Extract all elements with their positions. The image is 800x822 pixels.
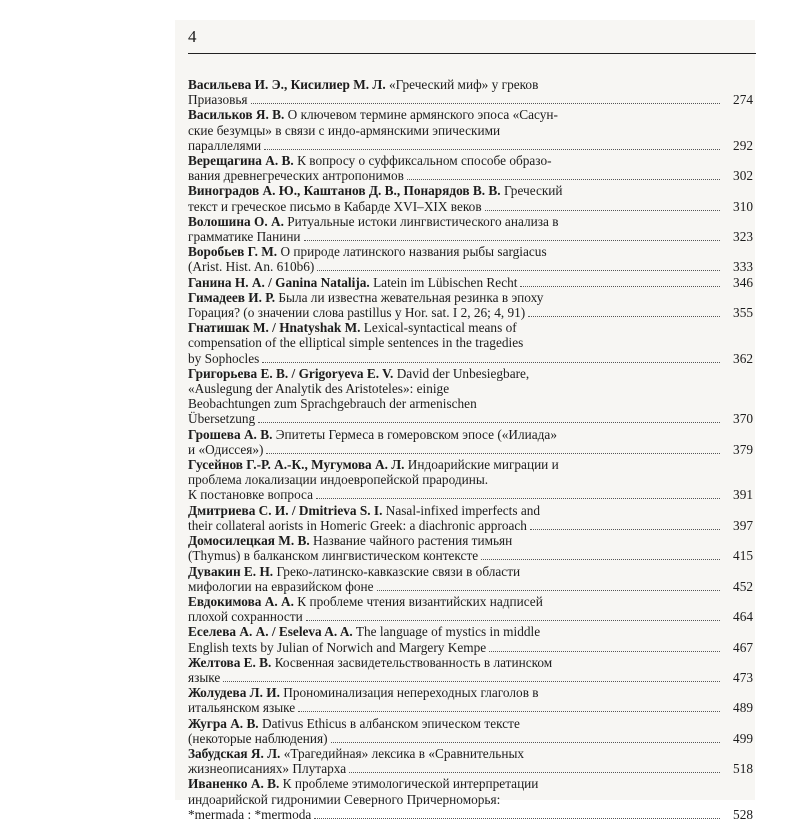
dot-leader <box>262 362 720 363</box>
toc-author: Дувакин Е. Н. <box>188 563 274 579</box>
dot-leader <box>528 316 720 317</box>
toc-author: Виноградов А. Ю., Каштанов Д. В., Понарядов В. В. <box>188 183 501 199</box>
toc-entry <box>188 214 753 244</box>
toc-entry-line <box>188 654 753 670</box>
toc-entry <box>188 716 753 746</box>
toc-author: Забудская Я. Л. <box>188 745 281 761</box>
page-number: 4 <box>188 27 197 46</box>
toc-entry <box>188 564 753 594</box>
toc-entry-line <box>188 639 753 655</box>
toc-entry-line <box>188 137 753 153</box>
toc-author: Васильков Я. В. <box>188 107 285 123</box>
toc-entry-line <box>188 685 753 701</box>
toc-entry-line <box>188 669 753 685</box>
toc-entry <box>188 153 753 183</box>
toc-entry-line <box>188 502 753 518</box>
toc-title-line: Эпитеты Гермеса в гомеровском эпосе («Илиада» <box>275 426 557 442</box>
toc-entry-line <box>188 320 753 336</box>
toc-entry-line <box>188 381 753 397</box>
toc-title-line: their collateral aorists in Homeric Greek: a diachronic approach <box>188 517 527 533</box>
toc-entry-line <box>188 365 753 381</box>
toc-entry-line <box>188 806 753 822</box>
toc-entry-line <box>188 791 753 807</box>
toc-author: Жугра А. В. <box>188 715 259 731</box>
toc-author: Жолудева Л. И. <box>188 685 280 701</box>
toc-entry-line <box>188 457 753 473</box>
toc-title-line: «Auslegung der Analytik des Aristoteles»: einige <box>188 381 450 397</box>
toc-entry-line <box>188 578 753 594</box>
dot-leader <box>258 422 720 423</box>
toc-title-line: Latein im Lübischen Recht <box>373 274 518 290</box>
toc-page-number: 391 <box>733 487 753 503</box>
toc-page-number: 489 <box>733 700 753 716</box>
dot-leader <box>317 270 720 271</box>
toc-title-line: К постановке вопроса <box>188 487 314 503</box>
toc-title-line: О ключевом термине армянского эпоса «Сасун- <box>287 107 558 123</box>
toc-author: Желтова Е. В. <box>188 654 272 670</box>
toc-page-number: 473 <box>733 669 753 685</box>
toc-entry-line <box>188 411 753 427</box>
toc-entry-line <box>188 426 753 442</box>
toc-title-line: Косвенная засвидетельствованность в латинском <box>274 654 553 670</box>
toc-title-line: вания древнегреческих антропонимов <box>188 168 404 184</box>
toc-title-line: English texts by Julian of Norwich and Margery Kempe <box>188 639 487 655</box>
toc-entry <box>188 776 753 822</box>
toc-page-number: 467 <box>733 639 753 655</box>
toc-title-line: ские безумцы» в связи с индо-армянскими эпическими <box>188 122 501 138</box>
toc-title-line: Греко-латинско-кавказские связи в области <box>276 563 521 579</box>
toc-title-line: текст и греческое письмо в Кабарде XVI–XIX веков <box>188 198 482 214</box>
toc-title-line: К вопросу о суффиксальном способе образо- <box>297 153 552 169</box>
toc-entry-line <box>188 609 753 625</box>
dot-leader <box>530 529 720 530</box>
toc-author: Иваненко А. В. <box>188 776 280 792</box>
dot-leader <box>306 620 720 621</box>
toc-title-line: «Трагедийная» лексика в «Сравнительных <box>283 745 525 761</box>
toc-entry <box>188 183 753 213</box>
toc-entry-line <box>188 548 753 564</box>
toc-title-line: К проблеме чтения византийских надписей <box>297 593 543 609</box>
toc-entry-line <box>188 350 753 366</box>
toc-title-line: Прономинализация непереходных глаголов в <box>283 685 539 701</box>
toc-entry-line <box>188 761 753 777</box>
toc-title-line: проблема локализации индоевропейской прародины. <box>188 472 489 488</box>
toc-page-number: 452 <box>733 578 753 594</box>
toc-title-line: К проблеме этимологической интерпретации <box>282 776 539 792</box>
toc-entry-line <box>188 244 753 260</box>
toc-title-line: Греческий <box>503 183 563 199</box>
toc-page-number: 346 <box>733 274 753 290</box>
toc-title-line: (Thymus) в балканском лингвистическом контексте <box>188 548 479 564</box>
toc-title-line: параллелями <box>188 137 262 153</box>
toc-entry-line <box>188 487 753 503</box>
toc-title-line: итальянском языке <box>188 700 296 716</box>
toc-page-number: 355 <box>733 305 753 321</box>
toc-entry <box>188 746 753 776</box>
toc-entry-line <box>188 198 753 214</box>
toc-title-line: грамматике Панини <box>188 229 301 245</box>
toc-page-number: 274 <box>733 92 753 108</box>
toc-entry-line <box>188 229 753 245</box>
toc-entry <box>188 427 753 457</box>
table-of-contents <box>188 77 753 822</box>
toc-author: Васильева И. Э., Кисилиер М. Л. <box>188 77 386 92</box>
toc-title-line: мифологии на евразийском фоне <box>188 578 374 594</box>
toc-entry <box>188 244 753 274</box>
dot-leader <box>264 149 720 150</box>
toc-entry-line <box>188 77 753 92</box>
toc-entry-line <box>188 396 753 412</box>
dot-leader <box>223 681 720 682</box>
toc-entry-line <box>188 715 753 731</box>
toc-entry-line <box>188 700 753 716</box>
toc-title-line: Приазовья <box>188 92 248 108</box>
toc-title-line: *mermada : *mermoda <box>188 806 312 822</box>
toc-entry-line <box>188 441 753 457</box>
toc-entry <box>188 275 753 290</box>
toc-title-line: (Arist. Hist. An. 610b6) <box>188 259 315 275</box>
toc-title-line: плохой сохранности <box>188 609 303 625</box>
toc-page-number: 499 <box>733 730 753 746</box>
toc-page-number: 323 <box>733 229 753 245</box>
dot-leader <box>304 240 720 241</box>
toc-entry <box>188 77 753 107</box>
toc-entry-line <box>188 168 753 184</box>
dot-leader <box>349 772 720 773</box>
dot-leader <box>314 818 720 819</box>
toc-page-number: 415 <box>733 548 753 564</box>
toc-entry-line <box>188 593 753 609</box>
toc-page-number: 370 <box>733 411 753 427</box>
toc-page-number: 362 <box>733 350 753 366</box>
toc-entry-line <box>188 624 753 640</box>
toc-author: Гимадеев И. Р. <box>188 289 276 305</box>
toc-entry-line <box>188 122 753 138</box>
dot-leader <box>331 742 720 743</box>
toc-title-line: жизнеописаниях» Плутарха <box>188 761 347 777</box>
toc-page-number: 464 <box>733 609 753 625</box>
toc-author: Григорьева Е. В. / Grigoryeva E. V. <box>188 365 394 381</box>
toc-entry-line <box>188 335 753 351</box>
toc-entry-line <box>188 776 753 792</box>
toc-entry <box>188 107 753 153</box>
toc-entry <box>188 503 753 533</box>
dot-leader <box>481 559 720 560</box>
toc-entry <box>188 457 753 503</box>
toc-title-line: (некоторые наблюдения) <box>188 730 328 746</box>
header-rule <box>188 53 756 54</box>
toc-author: Волошина О. А. <box>188 213 284 229</box>
toc-author: Еселева А. А. / Eseleva A. A. <box>188 624 353 640</box>
toc-page-number: 397 <box>733 517 753 533</box>
toc-entry <box>188 624 753 654</box>
toc-entry-line <box>188 259 753 275</box>
toc-entry-line <box>188 274 753 290</box>
dot-leader <box>377 590 720 591</box>
toc-entry <box>188 366 753 427</box>
toc-title-line: compensation of the elliptical simple sentences in the tragedies <box>188 335 524 351</box>
toc-title-line: Горация? (о значении слова pastillus у Hor. sat. I 2, 26; 4, 91) <box>188 305 526 321</box>
toc-title-line: и «Одиссея») <box>188 441 264 457</box>
toc-title-line: The language of mystics in middle <box>355 624 541 640</box>
toc-entry-line <box>188 289 753 305</box>
toc-author: Дмитриева С. И. / Dmitrieva S. I. <box>188 502 383 518</box>
dot-leader <box>520 286 720 287</box>
toc-title-line: Übersetzung <box>188 411 256 427</box>
toc-title-line: «Греческий миф» у греков <box>388 77 539 92</box>
toc-entry-line <box>188 472 753 488</box>
toc-entry-line <box>188 730 753 746</box>
toc-title-line: Nasal-infixed imperfects and <box>385 502 541 518</box>
toc-entry <box>188 685 753 715</box>
toc-author: Воробьев Г. М. <box>188 244 278 260</box>
dot-leader <box>485 210 720 211</box>
toc-title-line: Была ли известна жевательная резинка в эпоху <box>278 289 544 305</box>
toc-title-line: by Sophocles <box>188 350 260 366</box>
toc-entry-line <box>188 92 753 108</box>
toc-title-line: Lexical-syntactical means of <box>363 320 517 336</box>
toc-author: Гнатишак М. / Hnatyshak M. <box>188 320 361 336</box>
toc-title-line: Название чайного растения тимьян <box>313 533 513 549</box>
toc-entry <box>188 320 753 366</box>
toc-entry <box>188 594 753 624</box>
toc-page-number: 518 <box>733 761 753 777</box>
toc-page-number: 528 <box>733 806 753 822</box>
toc-title-line: Ритуальные истоки лингвистического анализа в <box>287 213 559 229</box>
toc-entry-line <box>188 517 753 533</box>
toc-title-line: Dativus Ethicus в албанском эпическом тексте <box>261 715 520 731</box>
toc-entry-line <box>188 213 753 229</box>
toc-entry <box>188 533 753 563</box>
toc-entry-line <box>188 563 753 579</box>
toc-entry-line <box>188 745 753 761</box>
dot-leader <box>251 103 720 104</box>
toc-page-number: 292 <box>733 137 753 153</box>
toc-page-number: 310 <box>733 198 753 214</box>
toc-author: Домосилецкая М. В. <box>188 533 310 549</box>
dot-leader <box>298 711 720 712</box>
toc-entry-line <box>188 183 753 199</box>
toc-author: Верещагина А. В. <box>188 153 294 169</box>
toc-title-line: Beobachtungen zum Sprachgebrauch der armenischen <box>188 396 477 412</box>
dot-leader <box>316 498 720 499</box>
toc-author: Евдокимова А. А. <box>188 593 294 609</box>
toc-entry-line <box>188 107 753 123</box>
toc-page-number: 333 <box>733 259 753 275</box>
toc-title-line: индоарийской гидронимии Северного Причерноморья: <box>188 791 501 807</box>
toc-entry-line <box>188 533 753 549</box>
toc-title-line: Индоарийские миграции и <box>407 457 559 473</box>
toc-author: Гусейнов Г.-Р. А.-К., Мугумова А. Л. <box>188 457 405 473</box>
toc-page-number: 302 <box>733 168 753 184</box>
dot-leader <box>489 651 720 652</box>
toc-entry <box>188 655 753 685</box>
toc-title-line: языке <box>188 669 221 685</box>
toc-entry-line <box>188 305 753 321</box>
toc-entry-line <box>188 153 753 169</box>
dot-leader <box>266 453 720 454</box>
dot-leader <box>407 179 720 180</box>
toc-title-line: О природе латинского названия рыбы sargiacus <box>280 244 547 260</box>
toc-page-number: 379 <box>733 441 753 457</box>
toc-author: Ганина Н. А. / Ganina Natalija. <box>188 274 370 290</box>
toc-author: Грошева А. В. <box>188 426 273 442</box>
toc-entry <box>188 290 753 320</box>
toc-title-line: David der Unbesiegbare, <box>396 365 530 381</box>
